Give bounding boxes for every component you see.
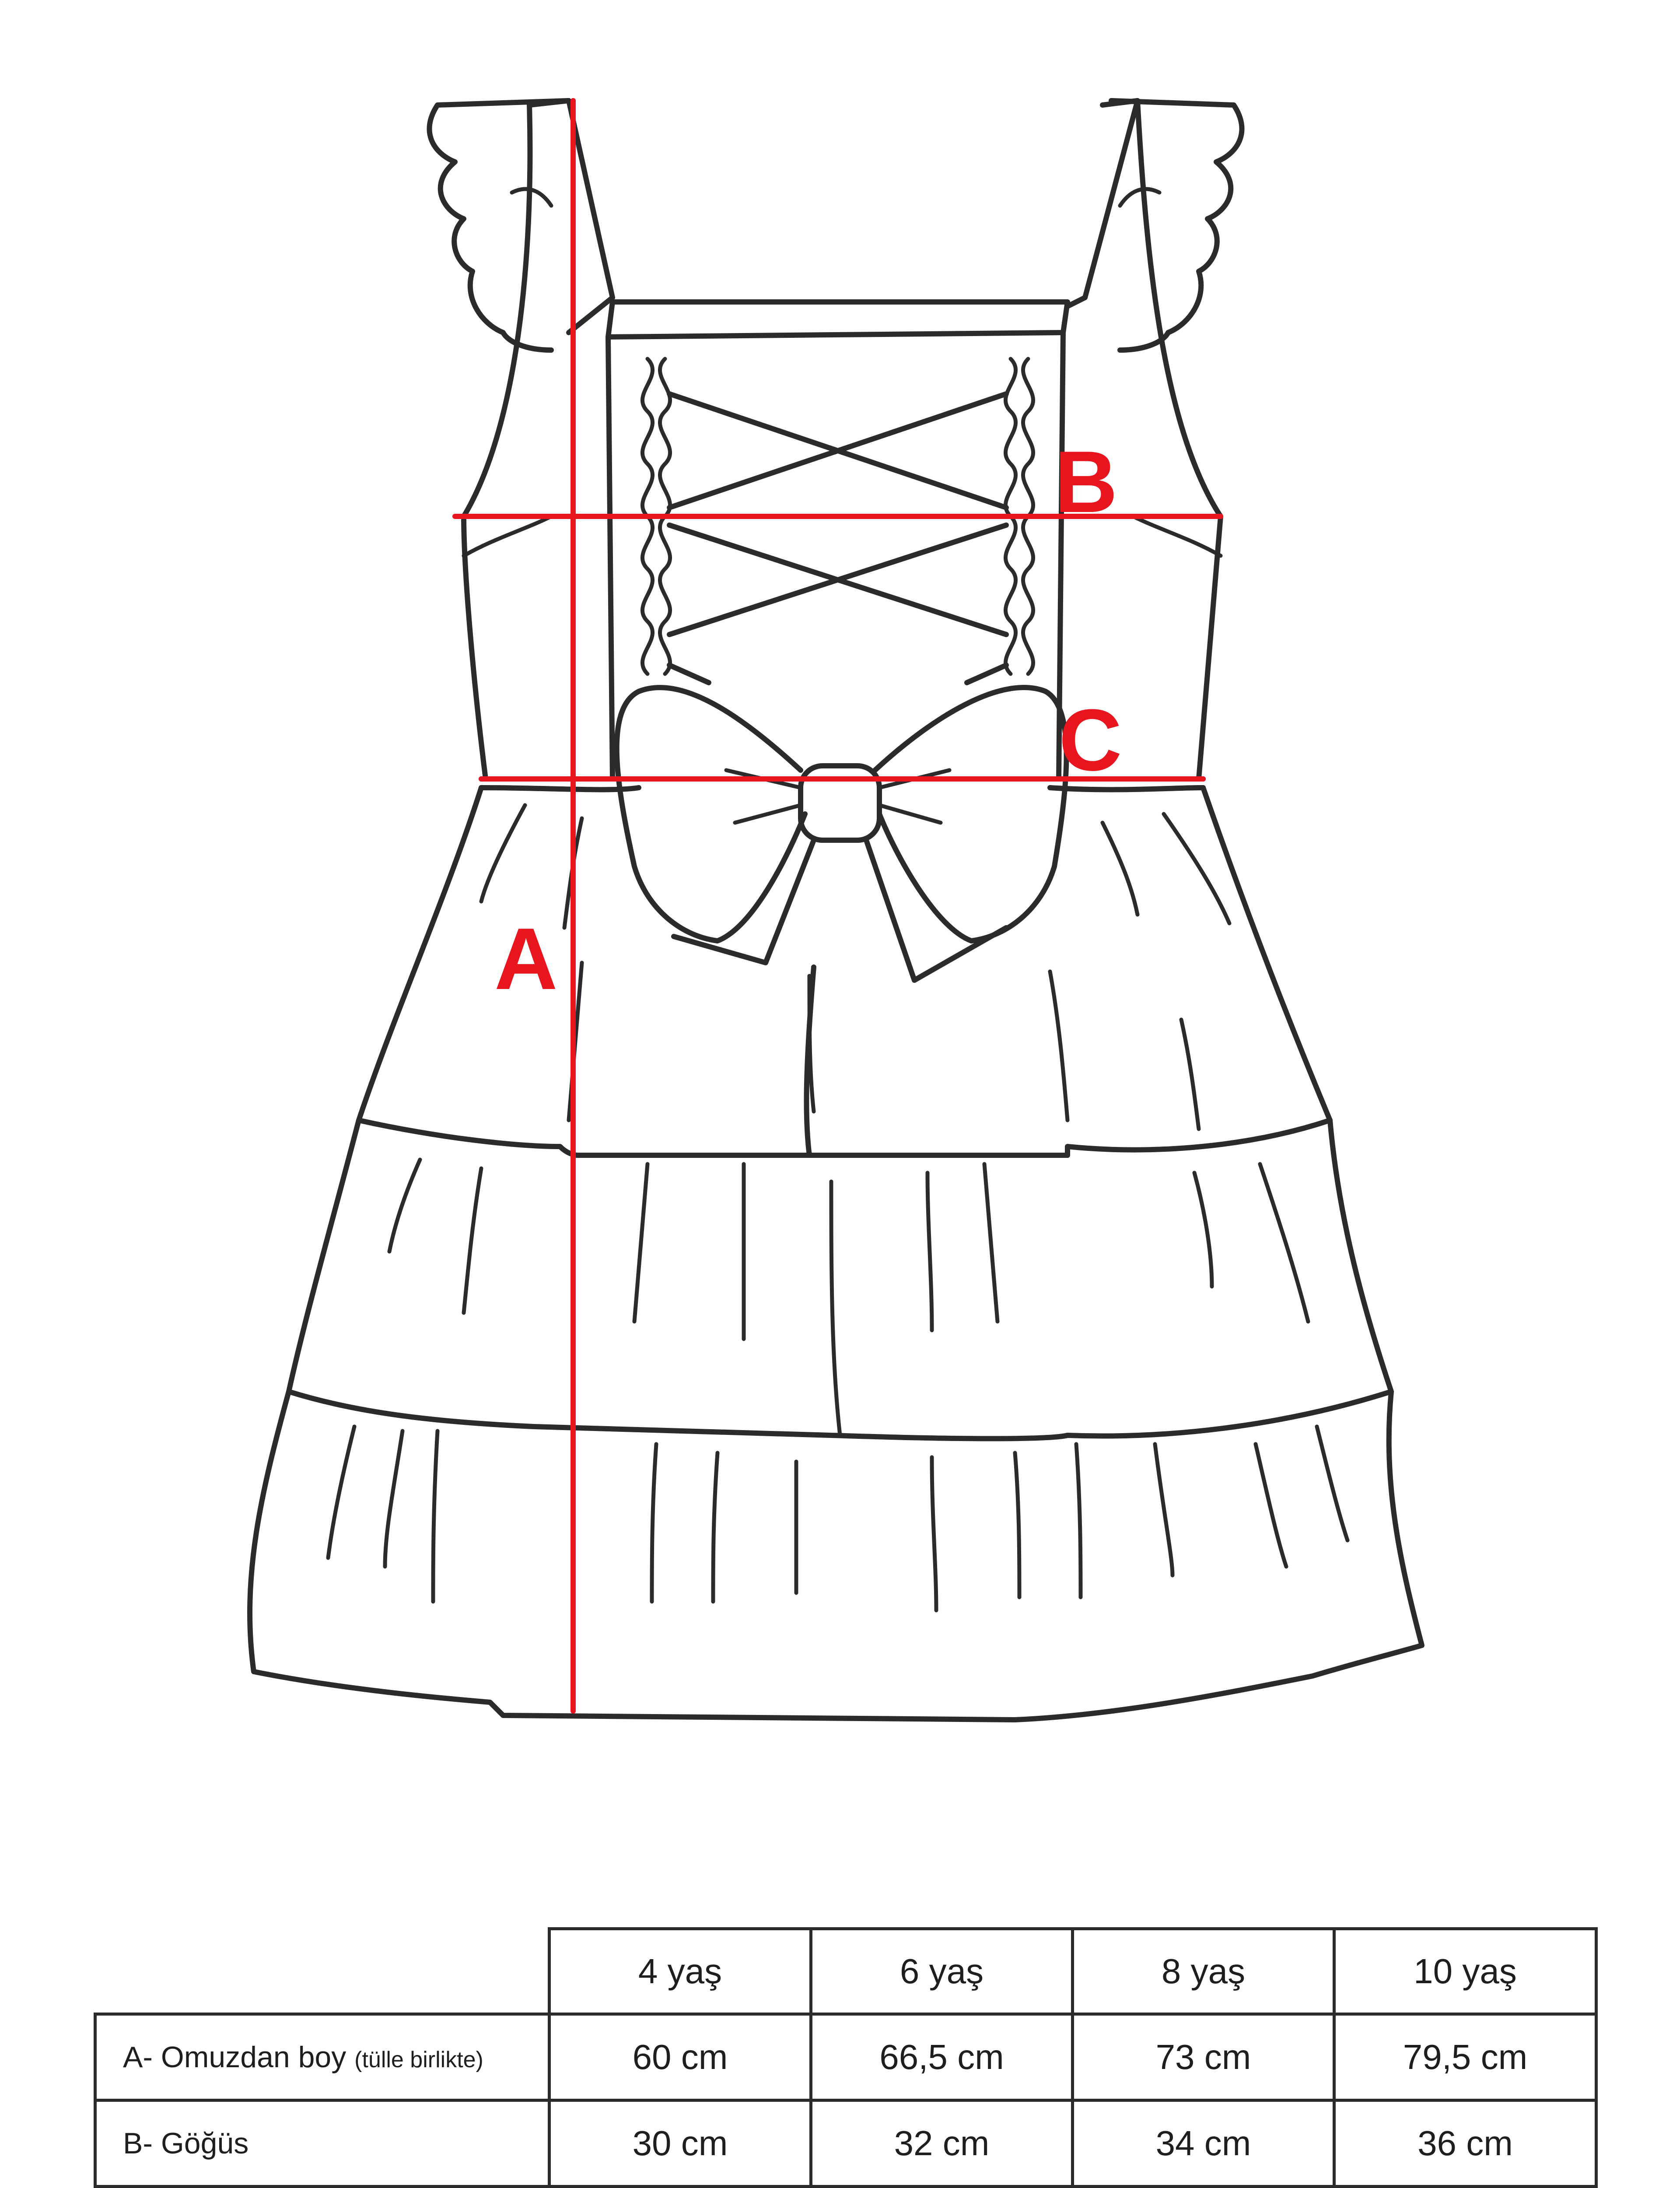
size-col-header: 8 yaş — [1073, 1929, 1334, 2014]
size-value-cell — [550, 2187, 811, 2188]
size-value-cell: 79,5 cm — [1334, 2014, 1596, 2100]
size-col-header: 4 yaş — [550, 1929, 811, 2014]
row-label: B- Göğüs — [123, 2127, 249, 2160]
row-label-cell — [95, 2100, 550, 2187]
row-label: A- Omuzdan boy — [123, 2041, 346, 2074]
size-value-cell: 34 cm — [1073, 2100, 1334, 2187]
size-value-cell: 60 cm — [550, 2014, 811, 2100]
lace-up-cords — [669, 394, 1006, 683]
size-value-cell — [1073, 2187, 1334, 2188]
size-col-header: 6 yaş — [811, 1929, 1073, 2014]
left-flutter-sleeve — [429, 101, 569, 350]
size-table-row — [95, 2014, 1596, 2100]
row-label-note: (tülle birlikte) — [354, 2047, 483, 2072]
bow — [617, 687, 1067, 980]
right-strap — [1068, 101, 1138, 306]
size-value-cell: 30 cm — [550, 2100, 811, 2187]
size-value-cell — [1334, 2187, 1596, 2188]
size-value-cell: 73 cm — [1073, 2014, 1334, 2100]
right-flutter-sleeve — [1111, 101, 1242, 350]
size-table-row — [95, 2187, 1596, 2188]
skirt-tier-3 — [250, 1392, 1422, 1720]
row-label-cell — [95, 2014, 550, 2100]
size-table-row — [95, 2100, 1596, 2187]
size-table-corner-cell — [95, 1929, 550, 2014]
label-a: A — [494, 910, 558, 1008]
label-c: C — [1059, 691, 1122, 789]
size-value-cell: 66,5 cm — [811, 2014, 1073, 2100]
skirt-tier-2 — [289, 1120, 1391, 1439]
size-col-header: 10 yaş — [1334, 1929, 1596, 2014]
size-table-header-row — [95, 1929, 1596, 2014]
size-value-cell: 36 cm — [1334, 2100, 1596, 2187]
neckline-band — [608, 302, 1068, 337]
size-value-cell — [811, 2187, 1073, 2188]
label-b: B — [1054, 433, 1118, 531]
size-table — [94, 1927, 1598, 2188]
size-value-cell: 32 cm — [811, 2100, 1073, 2187]
row-label-cell — [95, 2187, 550, 2188]
